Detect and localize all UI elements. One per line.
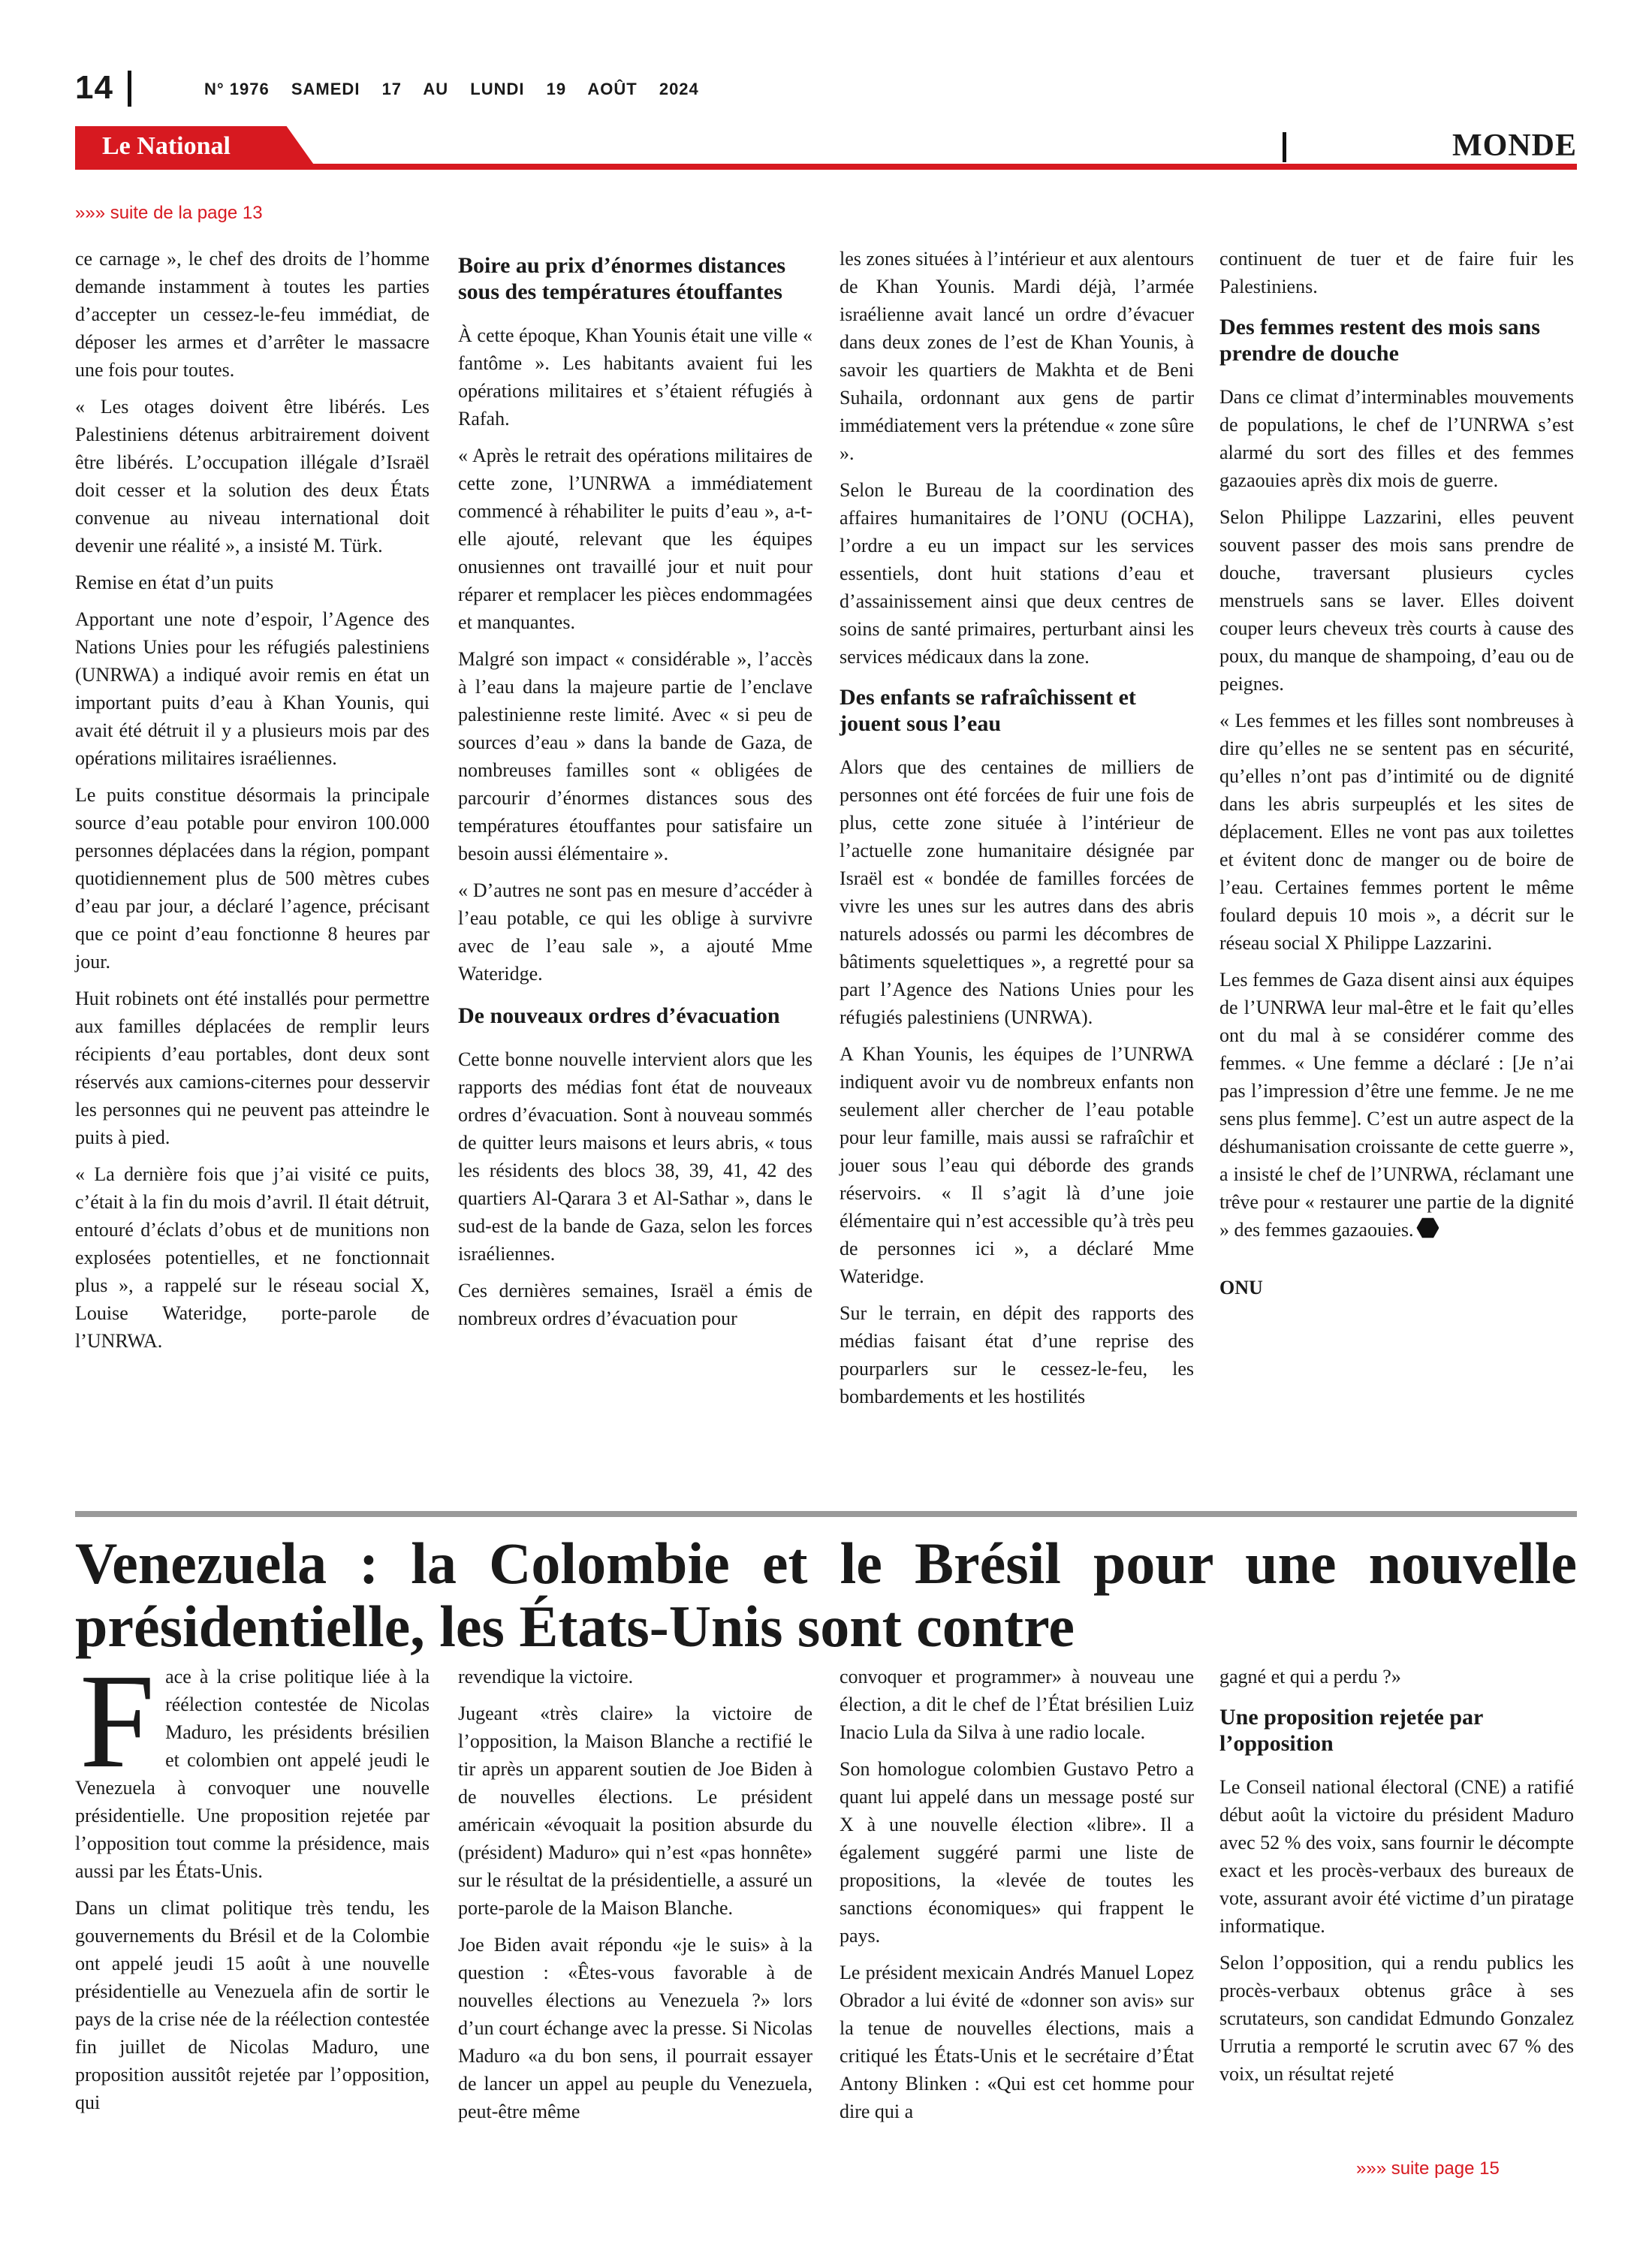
article1-column-2 bbox=[458, 248, 812, 1341]
paragraph: convoquer et programmer» à nouveau une élection, a dit le chef de l’État brésilien Luiz Inacio Lula da Silva à une radio locale. bbox=[840, 1666, 1194, 1743]
paragraph: Alors que des centaines de milliers de personnes ont été forcées de fuir une fois de plus, cette zone située à l’intérieur de l’actuelle zone humanitaire désignée par Israël est « bondée de familles forcées de vivre les unes sur les autres dans des abris naturels adossés ou parmi les décombres de bâtiments squelettiques », a regretté pour sa part l’Agence des Nations Unies pour les réfugiés palestiniens (UNRWA). bbox=[840, 756, 1194, 1028]
brand-rule bbox=[75, 164, 1577, 170]
paragraph: Le Conseil national électoral (CNE) a ratifié début août la victoire du président Maduro avec 52 % des voix, sans fournir le décompte exact et les procès-verbaux des bureaux de vote, assurant avoir été victime d’un piratage informatique. bbox=[1219, 1776, 1574, 1937]
issue-number: N° 1976 bbox=[204, 80, 270, 98]
paragraph: Malgré son impact « considérable », l’accès à l’eau dans la majeure partie de l’enclave palestinienne reste limité. Avec « si peu de sources d’eau » dans la bande de Gaza, de nombreuses familles sont « obligées de parcourir d’énormes distances sous des températures étouffantes pour satisfaire un besoin aussi élémentaire ». bbox=[458, 648, 812, 864]
date-part: AU bbox=[423, 80, 449, 98]
paragraph: Ces dernières semaines, Israël a émis de nombreux ordres d’évacuation pour bbox=[458, 1280, 812, 1329]
paragraph: Le président mexicain Andrés Manuel Lopez Obrador a lui évité de «donner son avis» sur la tenue de nouvelles élections, mais a critiqué les États-Unis et le secrétaire d’État Antony Blinken : «Qui est cet homme pour dire qui a bbox=[840, 1962, 1194, 2122]
paragraph-text: ace à la crise politique liée à la réélection contestée de Nicolas Maduro, les présidents brésilien et colombien ont appelé jeudi le Venezuela à convoquer une nouvelle présidentielle. Une proposition rejetée par l’opposition tout comme la présidence, mais aussi par les États-Unis. bbox=[75, 1666, 430, 1882]
subheading: Une proposition rejetée par l’opposition bbox=[1219, 1705, 1483, 1756]
paragraph: « La dernière fois que j’ai visité ce puits, c’était à la fin du mois d’avril. Il était détruit, entouré d’éclats d’obus et de munitions non explosées potentielles, et ne fonctionnait plus », a rappelé sur le réseau social X, Louise Wateridge, porte-parole de l’UNRWA. bbox=[75, 1163, 430, 1352]
paragraph: Jugeant «très claire» la victoire de l’opposition, la Maison Blanche a rectifié le tir après un apparent soutien de Joe Biden à de nouvelles élections. Le président américain «évoquait la position absurde du (président) Maduro» qui n’est «pas honnête» sur le résultat de la présidentielle, a assuré un porte-parole de la Maison Blanche. bbox=[458, 1703, 812, 1919]
paragraph bbox=[1219, 966, 1574, 1244]
paragraph-text: Les femmes de Gaza disent ainsi aux équipes de l’UNRWA leur mal-être et le fait qu’elles ont du mal à se considérer comme des femmes. « Une femme a déclaré : [Je n’ai pas l’impression d’être une femme. Je ne me sens plus femme]. C’est un autre aspect de la déshumanisation croissante de cette guerre », a insisté le chef de l’UNRWA, réclamant une trêve pour « restaurer une partie de la dignité » des femmes gazaouies. bbox=[1219, 969, 1574, 1241]
header-separator bbox=[128, 71, 131, 107]
date-part: 19 bbox=[546, 80, 567, 98]
article1-column-3 bbox=[840, 245, 1194, 1419]
section-separator bbox=[1283, 132, 1286, 162]
drop-cap: F bbox=[80, 1646, 155, 1796]
paragraph: Dans ce climat d’interminables mouvements de populations, le chef de l’UNRWA s’est alarmé du sort des filles et des femmes gazaouies après dix mois de guerre. bbox=[1219, 386, 1574, 491]
article-signature: ONU bbox=[1219, 1277, 1263, 1298]
section-name: MONDE bbox=[1452, 128, 1577, 163]
paragraph: Apportant une note d’espoir, l’Agence des Nations Unies pour les réfugiés palestiniens (UNRWA) a indiqué avoir remis en état un important puits d’eau à Khan Younis, qui avait été détruit il y a plusieurs mois par des opérations militaires israéliennes. bbox=[75, 608, 430, 769]
paragraph: revendique la victoire. bbox=[458, 1666, 634, 1687]
article-divider bbox=[75, 1511, 1577, 1517]
date-part: SAMEDI bbox=[291, 80, 360, 98]
paragraph: les zones situées à l’intérieur et aux alentours de Khan Younis. Mardi déjà, l’armée israélienne avait lancé un ordre d’évacuer dans deux zones de l’est de Khan Younis, à savoir les quartiers de Makhta et de Beni Suhaila, ordonnant aux gens de partir immédiatement vers la prétendue « zone sûre ». bbox=[840, 248, 1194, 464]
brand-band bbox=[75, 126, 1577, 171]
paragraph: Selon le Bureau de la coordination des affaires humanitaires de l’ONU (OCHA), l’ordre a eu un impact sur les services essentiels, dont huit stations d’eau et d’assainissement ainsi que deux centres de soins de santé primaires, perturbant ainsi les services médicaux dans la zone. bbox=[840, 479, 1194, 668]
paragraph: Cette bonne nouvelle intervient alors que les rapports des médias font état de nouveaux ordres d’évacuation. Sont à nouveau sommés de quitter leurs maisons et leurs abris, « tous les résidents des blocs 38, 39, 41, 42 des quartiers Al-Qarara 3 et Al-Sathar », dans le sud-est de la bande de Gaza, selon les forces israéliennes. bbox=[458, 1048, 812, 1265]
paragraph: continuent de tuer et de faire fuir les Palestiniens. bbox=[1219, 248, 1574, 297]
subheading: De nouveaux ordres d’évacuation bbox=[458, 1003, 780, 1028]
continued-from: »»» suite de la page 13 bbox=[75, 203, 263, 223]
article2-title: Venezuela : la Colombie et le Brésil pour une nouvelle présidentielle, les États-Unis sont contre bbox=[75, 1531, 1577, 1659]
subheading: Des femmes restent des mois sans prendre de douche bbox=[1219, 315, 1540, 366]
paragraph: A Khan Younis, les équipes de l’UNRWA indiquent avoir vu de nombreux enfants non seulement aller chercher de l’eau potable pour leur famille, mais aussi se rafraîchir et jouer sous l’eau qui déborde des grands réservoirs. « Il s’agit là d’une joie élémentaire qui n’est accessible qu’à très peu de personnes ici », a déclaré Mme Wateridge. bbox=[840, 1043, 1194, 1287]
paragraph: Selon Philippe Lazzarini, elles peuvent souvent passer des mois sans prendre de douche, traversant plusieurs cycles menstruels sans se laver. Elles doivent couper leurs cheveux très courts à cause des poux, du manque de shampoing, d’eau ou de peignes. bbox=[1219, 506, 1574, 695]
issue-info bbox=[204, 80, 716, 99]
page-number: 14 bbox=[75, 69, 113, 106]
paragraph: Le puits constitue désormais la principale source d’eau potable pour environ 100.000 personnes déplacées dans la région, pompant quotidiennement plus de 500 mètres cubes d’eau par jour, a déclaré l’agence, précisant que ce point d’eau fonctionne 8 heures par jour. bbox=[75, 784, 430, 973]
subheading: Boire au prix d’énormes distances sous des températures étouffantes bbox=[458, 253, 786, 304]
paragraph: À cette époque, Khan Younis était une ville « fantôme ». Les habitants avaient fui les opérations militaires et s’étaient réfugiés à Rafah. bbox=[458, 324, 812, 430]
subheading: Remise en état d’un puits bbox=[75, 572, 274, 593]
page-header bbox=[75, 69, 1577, 114]
article2-column-1 bbox=[75, 1646, 430, 2125]
brand-name: Le National bbox=[102, 132, 231, 160]
continued-to: »»» suite page 15 bbox=[1356, 2158, 1500, 2179]
end-of-article-icon bbox=[1416, 1217, 1439, 1239]
date-part: AOÛT bbox=[587, 80, 638, 98]
date-part: 2024 bbox=[659, 80, 699, 98]
article1-column-1 bbox=[75, 245, 430, 1364]
paragraph: Huit robinets ont été installés pour permettre aux familles déplacées de remplir leurs récipients d’eau portables, dont deux sont réservés aux camions-citernes pour desservir les personnes qui ne peuvent pas atteindre le puits à pied. bbox=[75, 988, 430, 1148]
paragraph: Joe Biden avait répondu «je le suis» à la question : «Êtes-vous favorable à de nouvelles élections au Venezuela ?» lors d’un court échange avec la presse. Si Nicolas Maduro «a du bon sens, il pourrait essayer de lancer un appel au peuple du Venezuela, peut-être même bbox=[458, 1934, 812, 2122]
paragraph: gagné et qui a perdu ?» bbox=[1219, 1666, 1401, 1687]
article1-column-4 bbox=[1219, 245, 1574, 1301]
article2-column-4 bbox=[1219, 1663, 1574, 2097]
paragraph: Dans un climat politique très tendu, les gouvernements du Brésil et de la Colombie ont appelé jeudi 15 août à une nouvelle présidentielle au Venezuela afin de sortir le pays de la crise née de la réélection contestée fin juillet de Nicolas Maduro, une proposition aussitôt rejetée par l’opposition, qui bbox=[75, 1897, 430, 2113]
paragraph: Selon l’opposition, qui a rendu publics les procès-verbaux obtenus grâce à ses scrutateurs, son candidat Edmundo Gonzalez Urrutia a remporté le scrutin avec 67 % des voix, un résultat rejeté bbox=[1219, 1952, 1574, 2085]
paragraph: « Les otages doivent être libérés. Les Palestiniens détenus arbitrairement doivent être libérés. L’occupation illégale d’Israël doit cesser et la solution des deux États convenue au niveau international doit devenir une réalité », a insisté M. Türk. bbox=[75, 396, 430, 556]
paragraph: Sur le terrain, en dépit des rapports des médias faisant état d’une reprise des pourparlers sur le cessez-le-feu, les bombardements et les hostilités bbox=[840, 1302, 1194, 1407]
date-part: LUNDI bbox=[470, 80, 525, 98]
paragraph bbox=[75, 1646, 430, 1885]
paragraph: Son homologue colombien Gustavo Petro a quant lui appelé dans un message posté sur X à une nouvelle élection «libre». Il a également suggéré parmi une liste de propositions, la «levée de toutes les sanctions économiques» qui frappent le pays. bbox=[840, 1758, 1194, 1947]
subheading: Des enfants se rafraîchissent et jouent sous l’eau bbox=[840, 685, 1136, 736]
article2-column-3 bbox=[840, 1663, 1194, 2134]
paragraph: « D’autres ne sont pas en mesure d’accéder à l’eau potable, ce qui les oblige à survivre avec de l’eau sale », a ajouté Mme Wateridge. bbox=[458, 879, 812, 985]
paragraph: ce carnage », le chef des droits de l’homme demande instamment à toutes les parties d’accepter un cessez-le-feu immédiat, de déposer les armes et d’arrêter le massacre une fois pour toutes. bbox=[75, 248, 430, 381]
paragraph: « Les femmes et les filles sont nombreuses à dire qu’elles ne se sentent pas en sécurité, qu’elles n’ont pas d’intimité ou de dignité dans les abris surpeuplés et les sites de déplacement. Elles ne vont pas aux toilettes et évitent donc de manger ou de boire de l’eau. Certaines femmes portent le même foulard depuis 10 mois », a décrit sur le réseau social X Philippe Lazzarini. bbox=[1219, 710, 1574, 954]
paragraph: « Après le retrait des opérations militaires de cette zone, l’UNRWA a immédiatement commencé à réhabiliter le puits d’eau », a-t-elle ajouté, relevant que les équipes onusiennes ont travaillé jour et nuit pour réparer et remplacer les pièces endommagées et manquantes. bbox=[458, 445, 812, 633]
article2-column-2 bbox=[458, 1663, 812, 2134]
date-part: 17 bbox=[381, 80, 402, 98]
